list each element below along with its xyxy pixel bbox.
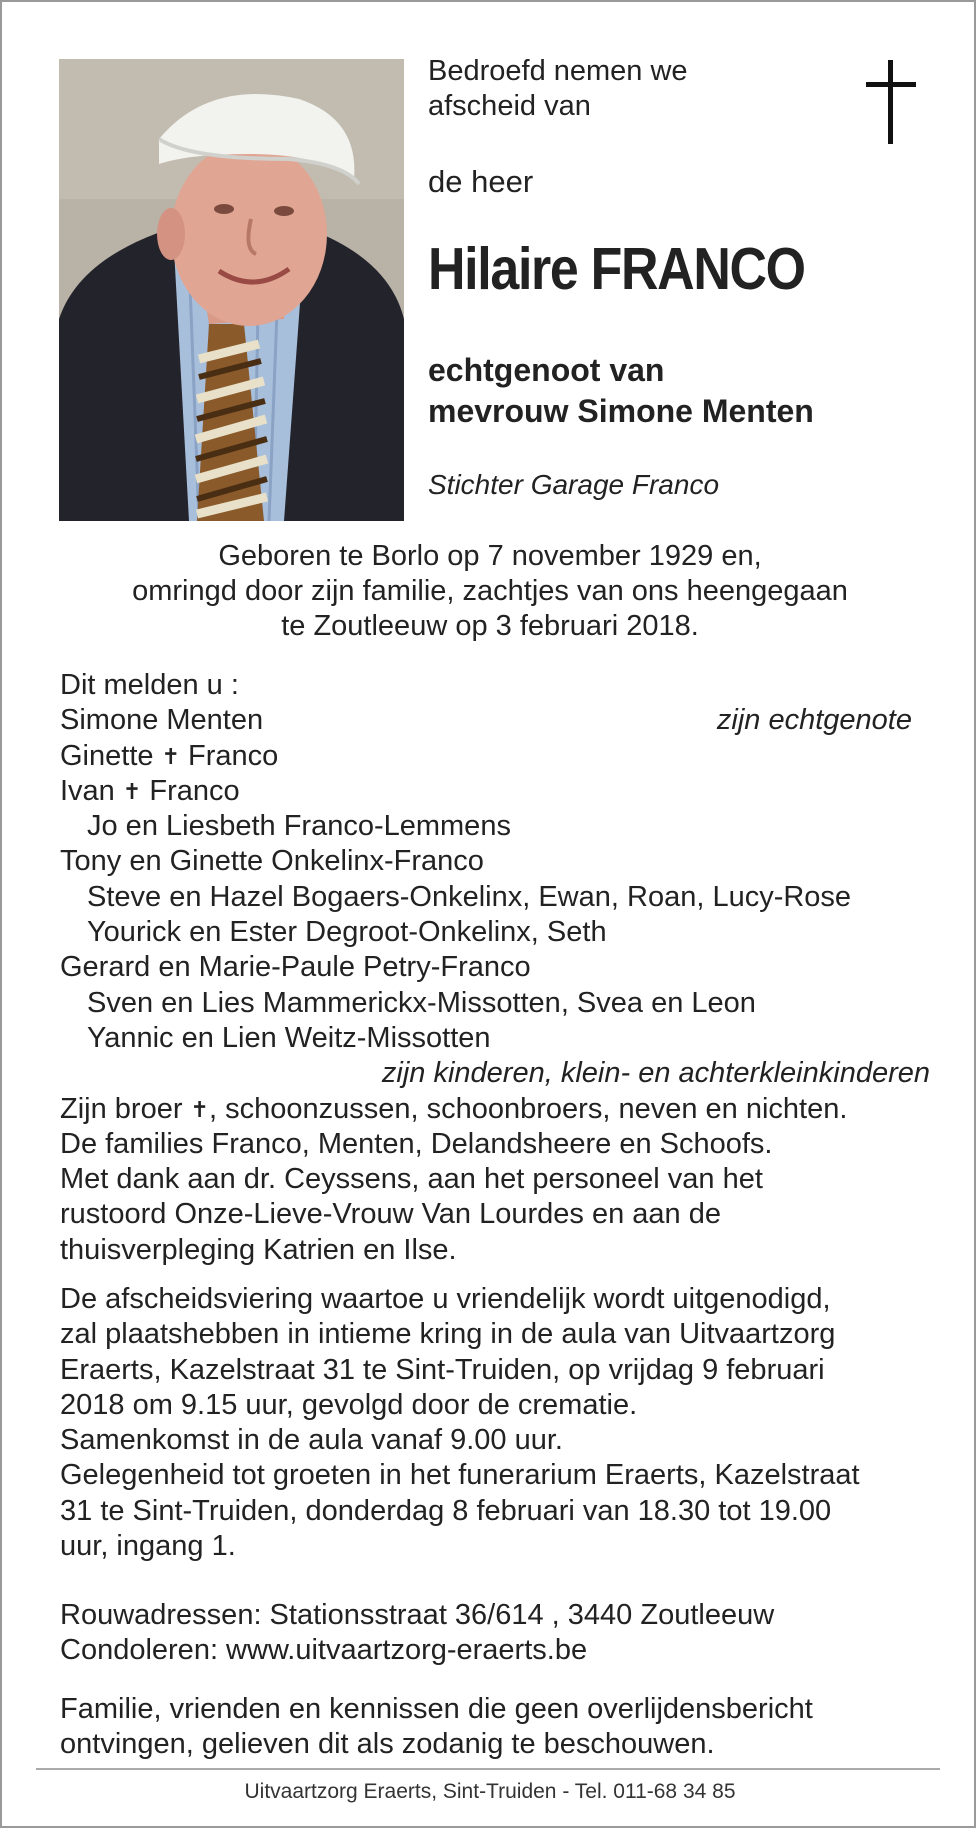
family-row: Yannic en Lien Weitz-Missotten <box>87 1021 491 1054</box>
family-row <box>60 1092 930 1127</box>
children-role: zijn kinderen, klein- en achterkleinkinderen <box>381 1057 930 1090</box>
birth-line-2: omringd door zijn familie, zachtjes van ons heengegaan <box>132 575 848 607</box>
footer-text: Uitvaartzorg Eraerts, Sint-Truiden - Tel. 011-68 34 85 <box>244 1780 736 1803</box>
family-row: Yourick en Ester Degroot-Onkelinx, Seth <box>87 916 607 949</box>
portrait-photo <box>59 59 404 521</box>
family-row: thuisverpleging Katrien en Ilse. <box>60 1233 457 1266</box>
closing-line: Familie, vrienden en kennissen die geen overlijdensbericht <box>60 1693 813 1725</box>
family-row: Tony en Ginette Onkelinx-Franco <box>60 845 484 878</box>
family-row: De families Franco, Menten, Delandsheere en Schoofs. <box>60 1127 773 1160</box>
family-row: Jo en Liesbeth Franco-Lemmens <box>87 810 511 843</box>
intro-line-2: afscheid van <box>428 90 591 122</box>
spouse-role: zijn echtgenote <box>716 704 912 737</box>
small-cross-icon: ✝ <box>161 743 180 769</box>
birth-line-3: te Zoutleeuw op 3 februari 2018. <box>281 610 699 642</box>
small-cross-icon: ✝ <box>122 778 142 804</box>
family-name-part: Franco <box>180 739 279 772</box>
birth-line-1: Geboren te Borlo op 7 november 1929 en, <box>218 540 762 572</box>
ceremony-line: 2018 om 9.15 uur, gevolgd door de crematie. <box>60 1388 638 1421</box>
ceremony-line: 31 te Sint-Truiden, donderdag 8 februari van 18.30 tot 19.00 <box>60 1494 832 1527</box>
footer-divider <box>36 1768 940 1770</box>
spouse-name: Simone Menten <box>60 704 264 737</box>
closing-line: ontvingen, gelieven dit als zodanig te beschouwen. <box>60 1728 715 1761</box>
address-info <box>60 1598 930 1669</box>
family-text-part: , schoonzussen, schoonbroers, neven en nichten. <box>208 1092 848 1125</box>
family-row: Steve en Hazel Bogaers-Onkelinx, Ewan, Roan, Lucy-Rose <box>87 880 852 913</box>
ceremony-line: uur, ingang 1. <box>60 1530 236 1563</box>
family-row <box>60 774 930 809</box>
ceremony-line: De afscheidsviering waartoe u vriendelijk wordt uitgenodigd, <box>60 1283 831 1315</box>
birth-death-info <box>2 539 978 644</box>
spouse-line-2: mevrouw Simone Menten <box>428 393 814 429</box>
family-text-part: Zijn broer <box>60 1092 191 1125</box>
family-name-part: Franco <box>141 774 240 807</box>
spouse-line-1: echtgenoot van <box>428 352 665 388</box>
family-row: rustoord Onze-Lieve-Vrouw Van Lourdes en aan de <box>60 1198 721 1231</box>
family-row: Met dank aan dr. Ceyssens, aan het personeel van het <box>60 1163 763 1196</box>
family-row: Gerard en Marie-Paule Petry-Franco <box>60 951 531 984</box>
closing-note <box>60 1692 930 1763</box>
small-cross-icon: ✝ <box>190 1096 209 1122</box>
condolence-url: Condoleren: www.uitvaartzorg-eraerts.be <box>60 1634 588 1667</box>
ceremony-line: zal plaatshebben in intieme kring in de aula van Uitvaartzorg <box>60 1318 836 1351</box>
mourning-address: Rouwadressen: Stationsstraat 36/614 , 3440 Zoutleeuw <box>60 1599 775 1631</box>
family-row-spouse <box>60 703 930 738</box>
ceremony-info <box>60 1282 930 1564</box>
cross-icon <box>866 60 916 149</box>
family-row <box>60 739 930 774</box>
deceased-name: Hilaire FRANCO <box>428 236 805 302</box>
intro-text <box>428 54 688 124</box>
spouse-info <box>428 350 814 432</box>
family-row: Sven en Lies Mammerickx-Missotten, Svea en Leon <box>87 986 756 1019</box>
family-heading: Dit melden u : <box>60 669 239 701</box>
ceremony-line: Samenkomst in de aula vanaf 9.00 uur. <box>60 1424 563 1457</box>
family-name-part: Ginette <box>60 739 162 772</box>
ceremony-line: Eraerts, Kazelstraat 31 te Sint-Truiden, op vrijdag 9 februari <box>60 1353 825 1386</box>
ceremony-line: Gelegenheid tot groeten in het funerarium Eraerts, Kazelstraat <box>60 1459 860 1492</box>
intro-line-1: Bedroefd nemen we <box>428 55 688 87</box>
family-name-part: Ivan <box>60 774 123 807</box>
role-text: Stichter Garage Franco <box>428 469 720 500</box>
title-prefix: de heer <box>428 164 534 199</box>
family-list <box>60 668 930 1268</box>
